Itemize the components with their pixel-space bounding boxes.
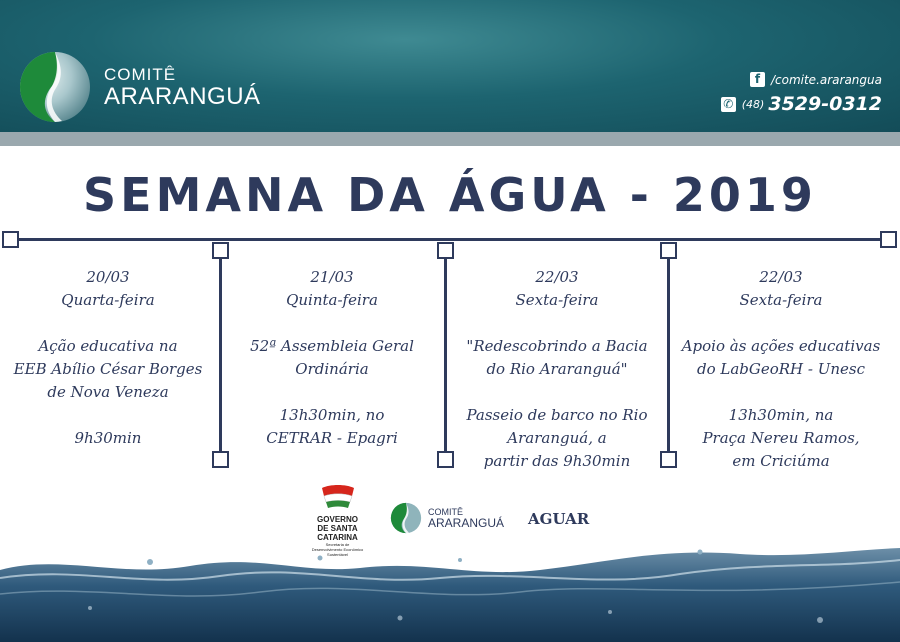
facebook-icon: f [750,72,765,87]
facebook-handle: /comite.ararangua [770,72,882,87]
logo-title-top: COMITÊ [104,64,177,84]
event-description-line: "Redescobrindo a Bacia [466,337,648,355]
comite-ararangua-logo [18,50,261,124]
aguar-logo: AGUAR [528,510,590,528]
page-title: SEMANA DA ÁGUA - 2019 [83,168,817,222]
timeline-node-top-2 [437,242,454,259]
sc-subtitle: Secretaria de Desenvolvimento Econômico Sustentável [311,542,364,557]
timeline-node-top-3 [660,242,677,259]
comite-ararangua-partner-logo [390,502,504,534]
timeline-node-bottom-1 [212,451,229,468]
event-column-3 [452,266,662,473]
timeline-node-end [880,231,897,248]
event-weekday: Sexta-feira [515,291,599,309]
event-detail-line: Passeio de barco no Rio [466,406,648,424]
event-detail-line: Araranguá, a [507,429,607,447]
event-description-line: do Rio Araranguá" [486,360,628,378]
facebook-row[interactable] [721,72,882,87]
event-detail-line: 13h30min, no [279,406,385,424]
contact-info [721,72,882,115]
event-description-line: Ação educativa na [38,337,178,355]
header-divider-stripe [0,132,900,146]
event-weekday: Quarta-feira [61,291,155,309]
event-date: 22/03 [535,268,579,286]
event-detail-line: partir das 9h30min [483,452,631,470]
timeline-node-top-1 [212,242,229,259]
event-weekday: Sexta-feira [739,291,823,309]
phone-row[interactable] [721,93,882,115]
governo-santa-catarina-logo [310,484,365,557]
sc-name-line: GOVERNO [317,515,358,524]
event-description-line: Ordinária [295,360,369,378]
water-splash-image [0,548,900,642]
event-description-line: do LabGeoRH - Unesc [696,360,866,378]
event-column-2 [227,266,437,450]
sc-name-line: CATARINA [317,533,358,542]
phone-number: 3529-0312 [768,93,882,115]
event-weekday: Quinta-feira [286,291,378,309]
event-date: 21/03 [310,268,354,286]
sc-name-line: DE SANTA [317,524,358,533]
event-column-4 [675,266,887,473]
event-detail-line: 13h30min, na [728,406,834,424]
timeline-divider-2 [444,259,447,451]
event-description-line: de Nova Veneza [47,383,169,401]
phone-area-code: (48) [741,97,765,111]
timeline-node-start [2,231,19,248]
timeline-divider-3 [667,259,670,451]
partner-comite-top: COMITÊ [428,506,463,517]
timeline-line [18,238,888,241]
event-detail-line: Praça Nereu Ramos, [702,429,860,447]
event-column-1 [3,266,213,450]
event-detail-line: 9h30min [74,429,142,447]
event-detail-line: CETRAR - Epagri [266,429,398,447]
partner-logos [0,484,900,557]
event-date: 22/03 [759,268,803,286]
event-description-line: Apoio às ações educativas [681,337,881,355]
header-banner [0,0,900,132]
event-description-line: EEB Abílio César Borges [13,360,203,378]
event-detail-line: em Criciúma [732,452,830,470]
partner-comite-bottom: ARARANGUÁ [428,515,505,530]
state-flag-icon [318,484,358,510]
event-description-line: 52ª Assembleia Geral [250,337,414,355]
water-drop-logo-icon [18,50,92,124]
water-drop-logo-icon [390,502,422,534]
phone-icon: ✆ [721,97,736,112]
logo-title-bottom: ARARANGUÁ [104,82,261,110]
timeline-divider-1 [219,259,222,451]
event-date: 20/03 [86,268,130,286]
